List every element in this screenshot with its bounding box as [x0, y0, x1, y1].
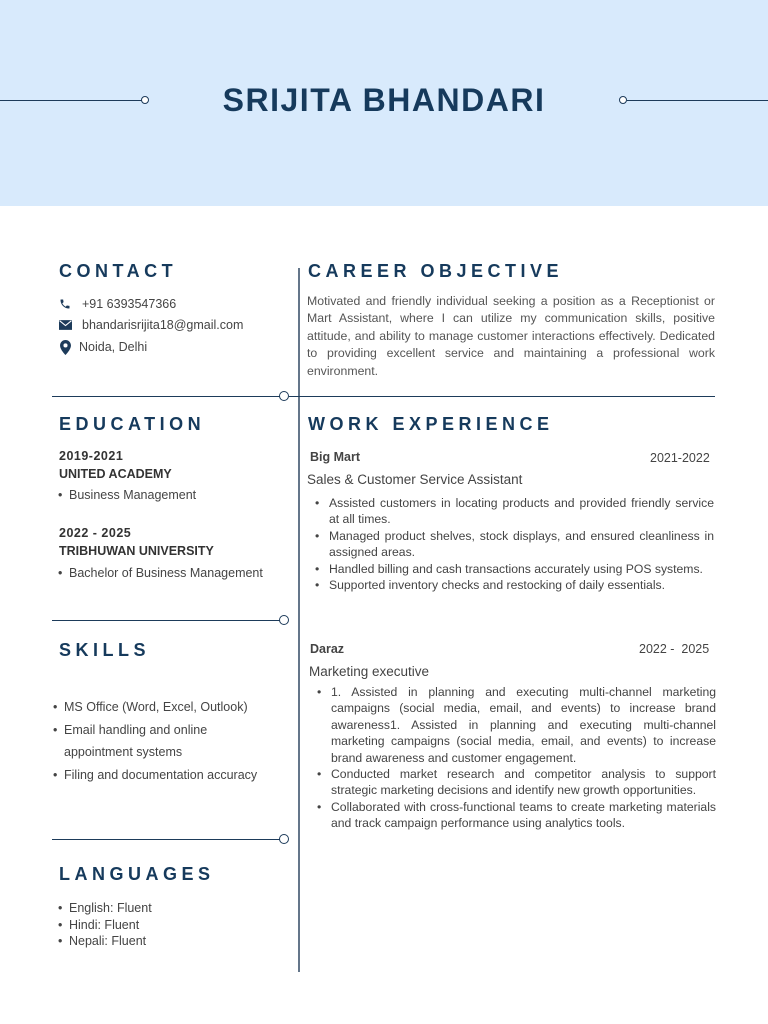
education-years: 2019-2021 — [59, 449, 124, 463]
languages-heading: LANGUAGES — [59, 864, 215, 885]
divider-dot — [279, 391, 289, 401]
skills-list — [53, 696, 278, 786]
list-item: • Collaborated with cross-functional teams to create marketing materials and track campaign performance using analytics tools. — [310, 799, 716, 832]
skills-heading: SKILLS — [59, 640, 150, 661]
list-item: • Supported inventory checks and restocking of daily essentials. — [308, 577, 714, 593]
career-objective-text: Motivated and friendly individual seeking a position as a Receptionist or Mart Assistant, where I can utilize my communication skills, positive attitude, and ability to manage customer interactions effectively. Dedicated to providing excellent service and maintaining a professional work environment. — [307, 294, 715, 378]
list-item: • Conducted market research and competitor analysis to support strategic marketing decisions and identify new growth opportunities. — [310, 766, 716, 799]
list-item: • English: Fluent — [58, 900, 152, 917]
contact-email[interactable]: bhandarisrijita18@gmail.com — [82, 318, 244, 332]
contact-location-row — [58, 340, 147, 354]
job-dates: 2022 - 2025 — [639, 642, 710, 656]
section-divider — [289, 396, 715, 397]
list-item: • Email handling and online appointment systems — [53, 719, 221, 764]
education-school: TRIBHUWAN UNIVERSITY — [59, 544, 214, 558]
list-item: • Nepali: Fluent — [58, 933, 152, 950]
divider-dot — [279, 615, 289, 625]
job-company: Daraz — [310, 642, 345, 656]
job-company: Big Mart — [310, 450, 360, 464]
phone-icon — [58, 297, 72, 311]
contact-location: Noida, Delhi — [79, 340, 148, 354]
list-item: • Managed product shelves, stock displays, and ensured cleanliness in assigned areas. — [308, 528, 714, 561]
header-line-right — [627, 100, 768, 101]
list-item: • Bachelor of Business Management — [58, 566, 263, 580]
job-role: Marketing executive — [309, 664, 430, 679]
header-dot-right — [619, 96, 627, 104]
list-item: • MS Office (Word, Excel, Outlook) — [53, 696, 278, 719]
candidate-name: SRIJITA BHANDARI — [222, 82, 546, 118]
education-course-list — [58, 566, 263, 580]
job-duties-list — [310, 684, 716, 832]
contact-phone: +91 6393547366 — [82, 297, 177, 311]
column-divider — [298, 268, 300, 972]
mail-icon — [58, 318, 72, 332]
work-experience-heading: WORK EXPERIENCE — [308, 414, 554, 435]
contact-email-row — [58, 318, 243, 332]
job-duties-list — [308, 495, 714, 593]
education-heading: EDUCATION — [59, 414, 205, 435]
education-school: UNITED ACADEMY — [59, 467, 172, 481]
list-item: • Handled billing and cash transactions accurately using POS systems. — [308, 561, 714, 577]
list-item: • 1. Assisted in planning and executing multi-channel marketing campaigns (social media, email, and events) to increase brand awareness1. Assisted in planning and executing multi-channel marketing campaigns (social media, email, and events) to increase brand awareness and customer engagement. — [310, 684, 716, 766]
career-objective-heading: CAREER OBJECTIVE — [308, 261, 563, 282]
section-divider — [52, 839, 280, 840]
list-item: • Business Management — [58, 488, 196, 502]
languages-list — [58, 900, 152, 950]
section-divider — [52, 396, 280, 397]
location-pin-icon — [58, 340, 72, 354]
contact-phone-row — [58, 297, 176, 311]
education-years: 2022 - 2025 — [59, 526, 132, 540]
job-role: Sales & Customer Service Assistant — [307, 472, 523, 487]
section-divider — [52, 620, 280, 621]
job-dates: 2021-2022 — [650, 451, 710, 465]
list-item: • Assisted customers in locating products and provided friendly service at all times. — [308, 495, 714, 528]
contact-heading: CONTACT — [59, 261, 177, 282]
list-item: • Filing and documentation accuracy — [53, 764, 278, 787]
divider-dot — [279, 834, 289, 844]
list-item: • Hindi: Fluent — [58, 917, 152, 934]
education-course-list — [58, 488, 196, 502]
